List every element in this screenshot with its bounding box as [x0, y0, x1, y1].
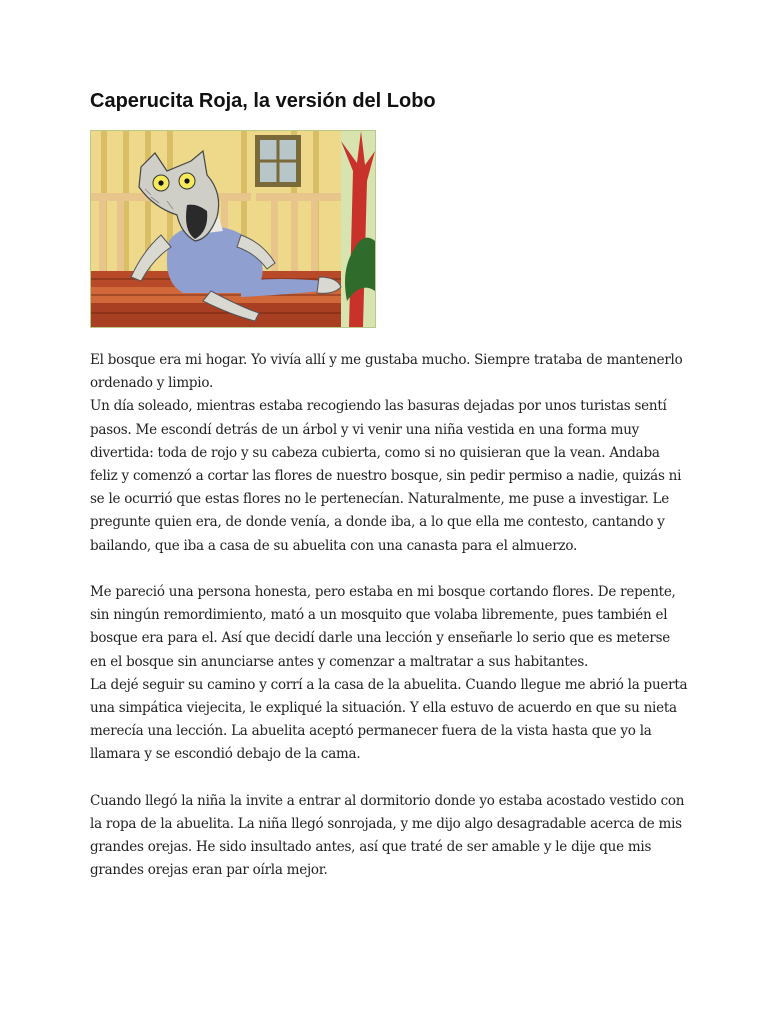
- document-title: Caperucita Roja, la versión del Lobo: [90, 90, 436, 112]
- paragraph: La dejé seguir su camino y corrí a la casa de la abuelita. Cuando llegue me abrió la puerta una simpática viejecita, le expliqué la situación. Y ella estuvo de acuerdo en que su nieta merecía una lección. La abuelita aceptó permanecer fuera de la vista hasta que yo la llamara y se escondió debajo de la cama.: [90, 676, 688, 763]
- paragraph: Cuando llegó la niña la invite a entrar al dormitorio donde yo estaba acostado vestido con la ropa de la abuelita. La niña llegó sonrojada, y me dijo algo desagradable acerca de mis grandes orejas. He sido insultado antes, así que traté de ser amable y le dije que mis grandes orejas eran par oírla mejor.: [90, 792, 685, 879]
- story-body: [90, 349, 690, 883]
- paragraph: Un día soleado, mientras estaba recogiendo las basuras dejadas por unos turistas sentí pasos. Me escondí detrás de un árbol y vi venir una niña vestida en una forma muy divertida: toda de rojo y su cabeza cubierta, como si no quisieran que la vean. Andaba feliz y comenzó a cortar las flores de nuestro bosque, sin pedir permiso a nadie, quizás ni se le ocurrió que estas flores no le pertenecían. Naturalmente, me puse a investigar. Le pregunte quien era, de donde venía, a donde iba, a lo que ella me contesto, cantando y bailando, que iba a casa de su abuelita con una canasta para el almuerzo.: [90, 398, 682, 554]
- paragraph: El bosque era mi hogar. Yo vivía allí y me gustaba mucho. Siempre trataba de mantenerlo ordenado y limpio.: [90, 352, 683, 392]
- wolf-on-porch-illustration: [90, 130, 376, 328]
- paragraph: Me pareció una persona honesta, pero estaba en mi bosque cortando flores. De repente, sin ningún remordimiento, mató a un mosquito que volaba libremente, pues también el bosque era para el. Así que decidí darle una lección y enseñarle lo serio que es meterse en el bosque sin anunciarse antes y comenzar a maltratar a sus habitantes.: [90, 584, 676, 670]
